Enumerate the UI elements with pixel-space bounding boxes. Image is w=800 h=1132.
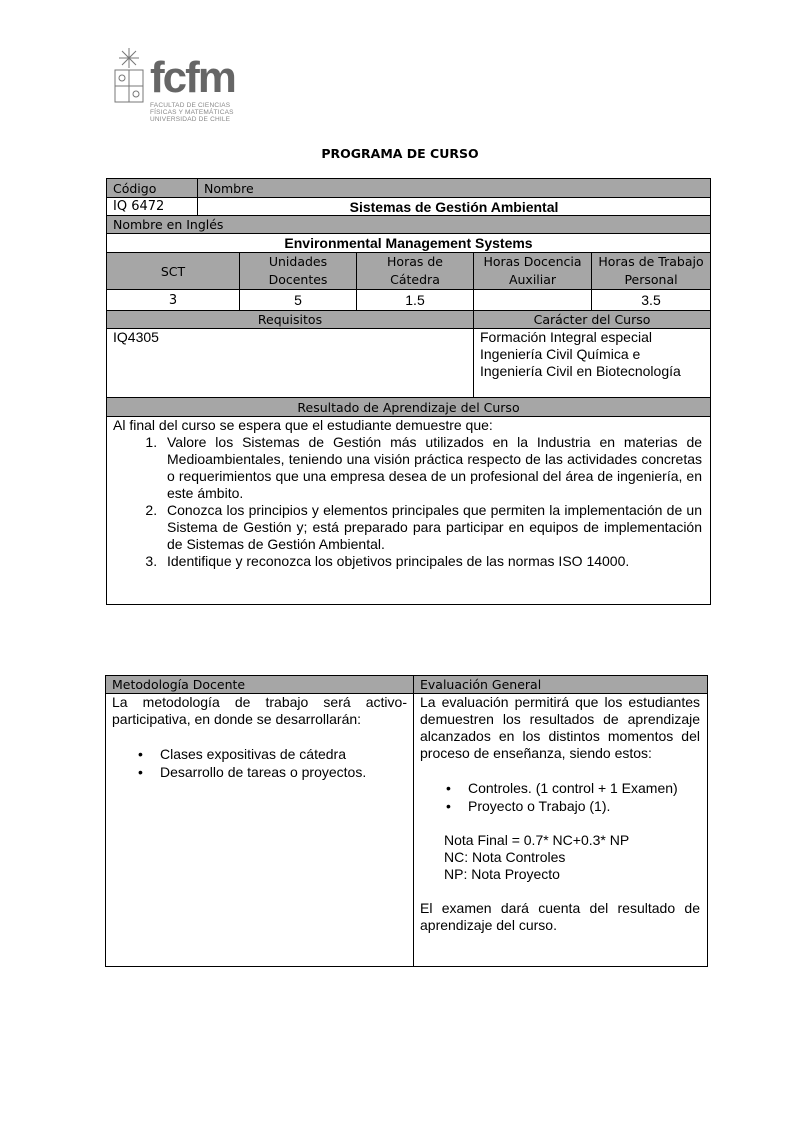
character-label: Carácter del Curso	[474, 311, 711, 329]
evaluation-closing: El examen dará cuenta del resultado de aprendizaje del curso.	[420, 900, 700, 933]
final-grade-formula: Nota Final = 0.7* NC+0.3* NP	[444, 832, 630, 848]
character-line-2: Ingeniería Civil Química e	[480, 346, 641, 362]
character-line-1: Formación Integral especial	[480, 329, 652, 345]
character-line-3: Ingeniería Civil en Biotecnología	[480, 363, 681, 379]
result-item-2: 2. Conozca los principios y elementos principales que permiten la implementación de un Sistema de Gestión y; está preparado para participar en equipos de implementación de Sistemas de Gestión Ambiental.	[161, 502, 702, 553]
personal-value: 3.5	[592, 290, 711, 311]
character-value	[474, 329, 711, 398]
evaluation-item-1: • Controles. (1 control + 1 Examen)	[468, 779, 700, 797]
personal-header: Horas de Trabajo Personal	[592, 253, 711, 290]
course-code: IQ 6472	[107, 198, 198, 216]
methodology-content	[106, 694, 414, 967]
cathedra-header: Horas de Cátedra	[357, 253, 474, 290]
fcfm-logo	[150, 53, 250, 123]
result-item-1: 1. Valore los Sistemas de Gestión más utilizados en la Industria en materias de Medioambientales, teniendo una visión práctica respecto de las actividades concretas o requerimientos que una empresa desea de un profesional del área de ingeniería, en este ámbito.	[161, 434, 702, 502]
evaluation-label: Evaluación General	[414, 676, 708, 694]
document-title: PROGRAMA DE CURSO	[321, 146, 479, 161]
evaluation-text: La evaluación permitirá que los estudiantes demuestren los resultados de aprendizaje alcanzados en los distintos momentos del proceso de enseñanza, siendo estos:	[420, 694, 700, 761]
aux-header: Horas Docencia Auxiliar	[474, 253, 592, 290]
np-definition: NP: Nota Proyecto	[444, 866, 560, 882]
course-info-table	[106, 178, 711, 605]
results-list	[113, 434, 702, 570]
units-value: 5	[240, 290, 357, 311]
requirements-value: IQ4305	[107, 329, 474, 398]
code-label: Código	[107, 179, 198, 198]
methodology-label: Metodología Docente	[106, 676, 414, 694]
english-name-label: Nombre en Inglés	[107, 216, 711, 234]
logo-sub-1: FACULTAD DE CIENCIAS	[150, 102, 231, 109]
units-header: Unidades Docentes	[240, 253, 357, 290]
english-course-name: Environmental Management Systems	[107, 234, 711, 253]
sct-value: 3	[107, 290, 240, 311]
methodology-list	[112, 745, 407, 781]
logo-sub-3: UNIVERSIDAD DE CHILE	[150, 116, 231, 123]
methodology-item-1: • Clases expositivas de cátedra	[160, 745, 407, 763]
evaluation-item-2: • Proyecto o Trabajo (1).	[468, 797, 700, 815]
methodology-item-2: • Desarrollo de tareas o proyectos.	[160, 763, 407, 781]
requirements-label: Requisitos	[107, 311, 474, 329]
sct-header: SCT	[107, 253, 240, 290]
results-label: Resultado de Aprendizaje del Curso	[107, 398, 711, 417]
university-seal-icon	[112, 46, 146, 106]
name-label: Nombre	[198, 179, 711, 198]
results-content	[107, 417, 711, 605]
evaluation-content	[414, 694, 708, 967]
logo-wordmark: fcfm	[150, 53, 235, 102]
evaluation-list	[420, 779, 700, 815]
methodology-text: La metodología de trabajo será activo-participativa, en donde se desarrollarán:	[112, 694, 407, 727]
methodology-evaluation-table	[105, 675, 708, 967]
results-intro: Al final del curso se espera que el estudiante demuestre que:	[113, 417, 493, 433]
result-item-3: 3. Identifique y reconozca los objetivos principales de las normas ISO 14000.	[161, 553, 702, 570]
logo-sub-2: FÍSICAS Y MATEMÁTICAS	[150, 109, 234, 116]
cathedra-value: 1.5	[357, 290, 474, 311]
aux-value	[474, 290, 592, 311]
course-name: Sistemas de Gestión Ambiental	[198, 198, 711, 216]
nc-definition: NC: Nota Controles	[444, 849, 566, 865]
